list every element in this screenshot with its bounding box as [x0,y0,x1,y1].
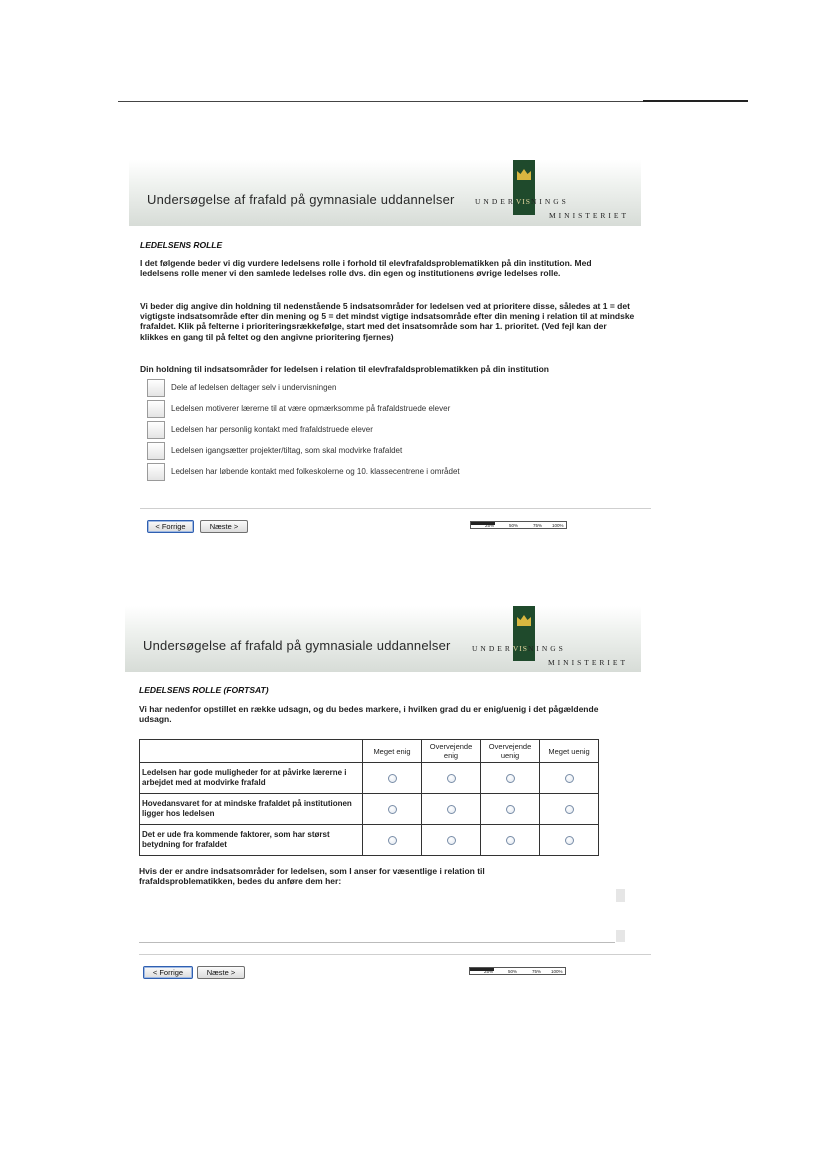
intro-text: I det følgende beder vi dig vurdere ledelsens rolle i forhold til elevfrafaldsproblematikken på din institution. Med ledelsens rolle mener vi den samlede ledelses rolle dvs. din egen og institutionens øvrige ledelses rolle. [140,258,592,279]
radio-cell [481,825,540,856]
footer-divider [140,508,651,509]
progress-label: 25% [485,523,495,528]
table-header-row [140,740,599,763]
statement-text: Hovedansvaret for at mindske frafaldet på institutionen ligger hos ledelsen [140,794,363,825]
radio-overvejende-enig[interactable] [447,836,456,845]
rank-item-label: Ledelsen igangsætter projekter/tiltag, som skal modvirke frafaldet [171,446,403,455]
ministry-logo-line2: MINISTERIET [548,658,629,667]
radio-meget-enig[interactable] [388,805,397,814]
survey-screen-1 [129,160,651,542]
ministry-logo-line1: UNDERVISNINGS [475,197,569,206]
progress-label: 50% [508,969,518,974]
rank-item-label: Ledelsen har personlig kontakt med frafaldstruede elever [171,425,373,434]
ministry-logo-line2: MINISTERIET [549,211,630,220]
column-header: Overvejende uenig [481,740,540,763]
radio-overvejende-uenig[interactable] [506,805,515,814]
survey-banner [129,160,641,226]
rank-checkbox[interactable] [147,421,165,439]
column-header: Meget enig [363,740,422,763]
other-areas-textarea[interactable] [139,888,615,943]
radio-cell [363,763,422,794]
crown-icon [516,168,532,180]
table-row [140,763,599,794]
survey-screen-2 [125,606,651,986]
section-title: LEDELSENS ROLLE [140,240,223,250]
radio-meget-uenig[interactable] [565,805,574,814]
rank-checkbox[interactable] [147,442,165,460]
radio-cell [363,825,422,856]
next-button[interactable]: Næste > [200,520,248,533]
survey-banner [125,606,641,672]
progress-label: 75% [533,523,543,528]
textarea-scrollbar-up[interactable] [616,889,625,902]
rank-checkbox[interactable] [147,400,165,418]
radio-cell [481,763,540,794]
banner-title: Undersøgelse af frafald på gymnasiale uddannelser [143,638,451,653]
radio-cell [540,794,599,825]
statement-text: Det er ude fra kommende faktorer, som har størst betydning for frafaldet [140,825,363,856]
radio-meget-enig[interactable] [388,836,397,845]
radio-meget-enig[interactable] [388,774,397,783]
table-row [140,825,599,856]
radio-overvejende-uenig[interactable] [506,774,515,783]
radio-cell [540,763,599,794]
radio-cell [422,763,481,794]
section-title: LEDELSENS ROLLE (FORTSAT) [139,685,269,695]
footer-divider [139,954,651,955]
rank-item-label: Ledelsen motiverer lærerne til at være opmærksomme på frafaldstruede elever [171,404,451,413]
radio-meget-uenig[interactable] [565,774,574,783]
ministry-logo-crest [513,160,535,215]
progress-label: 100% [552,523,564,528]
progress-label: 50% [509,523,519,528]
progress-bar [469,967,566,979]
radio-cell [540,825,599,856]
page-rule-accent [643,100,748,102]
banner-title: Undersøgelse af frafald på gymnasiale uddannelser [147,192,455,207]
intro-text: Vi har nedenfor opstillet en række udsagn, og du bedes markere, i hvilken grad du er enig/uenig i det pågældende udsagn. [139,704,599,725]
previous-button[interactable]: < Forrige [143,966,193,979]
radio-cell [422,825,481,856]
previous-button[interactable]: < Forrige [147,520,194,533]
agreement-table [139,739,599,856]
progress-label: 75% [532,969,542,974]
crown-icon [516,614,532,626]
rank-checkbox[interactable] [147,463,165,481]
radio-overvejende-enig[interactable] [447,774,456,783]
other-prompt: Hvis der er andre indsatsområder for ledelsen, som I anser for væsentlige i relation til frafaldsproblematikken, bedes du anføre dem her: [139,866,485,887]
rank-item-label: Dele af ledelsen deltager selv i undervisningen [171,383,337,392]
radio-overvejende-uenig[interactable] [506,836,515,845]
progress-bar [470,521,567,533]
radio-cell [422,794,481,825]
progress-label: 100% [551,969,563,974]
instructions-text: Vi beder dig angive din holdning til nedenstående 5 indsatsområder for ledelsen ved at prioritere disse, således at 1 = det vigtigste indsatsområde efter din mening og 5 = det mindst vigtige indsatsområde efter din mening i relation til at mindske frafaldet. Klik på felterne i prioriteringsrækkefølge, start med det insatsområde som har 1. prioritet. (Ved fejl kan der klikkes en gang til på feltet og den angivne prioritering fjernes) [140,301,635,342]
statement-header [140,740,363,763]
column-header: Overvejende enig [422,740,481,763]
ministry-logo-line1: UNDERVISNINGS [472,644,566,653]
textarea-scrollbar-down[interactable] [616,930,625,942]
column-header: Meget uenig [540,740,599,763]
next-button[interactable]: Næste > [197,966,245,979]
radio-meget-uenig[interactable] [565,836,574,845]
radio-cell [481,794,540,825]
radio-overvejende-enig[interactable] [447,805,456,814]
statement-text: Ledelsen har gode muligheder for at påvirke lærerne i arbejdet med at modvirke frafald [140,763,363,794]
radio-cell [363,794,422,825]
question-label: Din holdning til indsatsområder for ledelsen i relation til elevfrafaldsproblematikken på din institution [140,364,550,374]
rank-item-label: Ledelsen har løbende kontakt med folkeskolerne og 10. klassecentrene i området [171,467,460,476]
progress-label: 25% [484,969,494,974]
table-row [140,794,599,825]
rank-checkbox[interactable] [147,379,165,397]
